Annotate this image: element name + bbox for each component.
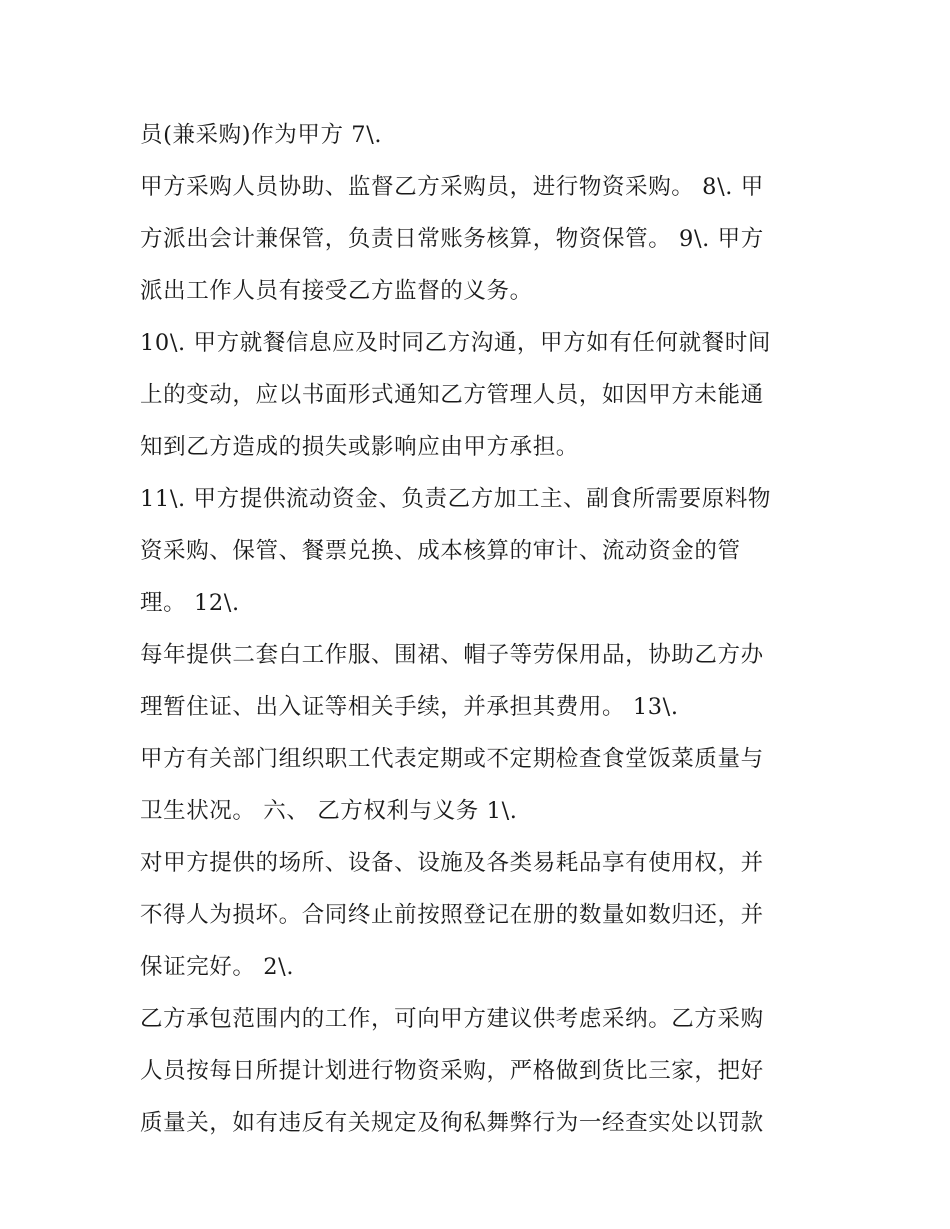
text-line: 方派出会计兼保管，负责日常账务核算，物资保管。 9\. 甲方 — [140, 226, 764, 252]
text-line: 卫生状况。 六、 乙方权利与义务 1\. — [140, 798, 518, 824]
text-line: 每年提供二套白工作服、围裙、帽子等劳保用品，协助乙方办 — [140, 642, 764, 668]
text-line: 甲方采购人员协助、监督乙方采购员，进行物资采购。 8\. 甲 — [140, 174, 764, 200]
document-body — [140, 109, 820, 1149]
text-line: 保证完好。 2\. — [140, 954, 295, 980]
text-line: 人员按每日所提计划进行物资采购，严格做到货比三家，把好 — [140, 1058, 764, 1084]
text-line: 资采购、保管、餐票兑换、成本核算的审计、流动资金的管 — [140, 538, 741, 564]
text-line: 乙方承包范围内的工作，可向甲方建议供考虑采纳。乙方采购 — [140, 1006, 764, 1032]
text-line: 理。 12\. — [140, 590, 240, 616]
text-line: 甲方有关部门组织职工代表定期或不定期检查食堂饭菜质量与 — [140, 746, 764, 772]
text-line: 员(兼采购)作为甲方 7\. — [140, 122, 383, 148]
text-line: 11\. 甲方提供流动资金、负责乙方加工主、副食所需要原料物 — [140, 486, 772, 512]
text-line: 对甲方提供的场所、设备、设施及各类易耗品享有使用权，并 — [140, 850, 764, 876]
text-line: 10\. 甲方就餐信息应及时同乙方沟通，甲方如有任何就餐时间 — [140, 330, 772, 356]
text-line: 派出工作人员有接受乙方监督的义务。 — [140, 278, 533, 304]
text-line: 不得人为损坏。合同终止前按照登记在册的数量如数归还，并 — [140, 902, 764, 928]
text-line: 质量关，如有违反有关规定及徇私舞弊行为一经查实处以罚款 — [140, 1110, 764, 1136]
text-line: 知到乙方造成的损失或影响应由甲方承担。 — [140, 434, 579, 460]
text-line: 理暂住证、出入证等相关手续，并承担其费用。 13\. — [140, 694, 679, 720]
text-line: 上的变动，应以书面形式通知乙方管理人员，如因甲方未能通 — [140, 382, 764, 408]
